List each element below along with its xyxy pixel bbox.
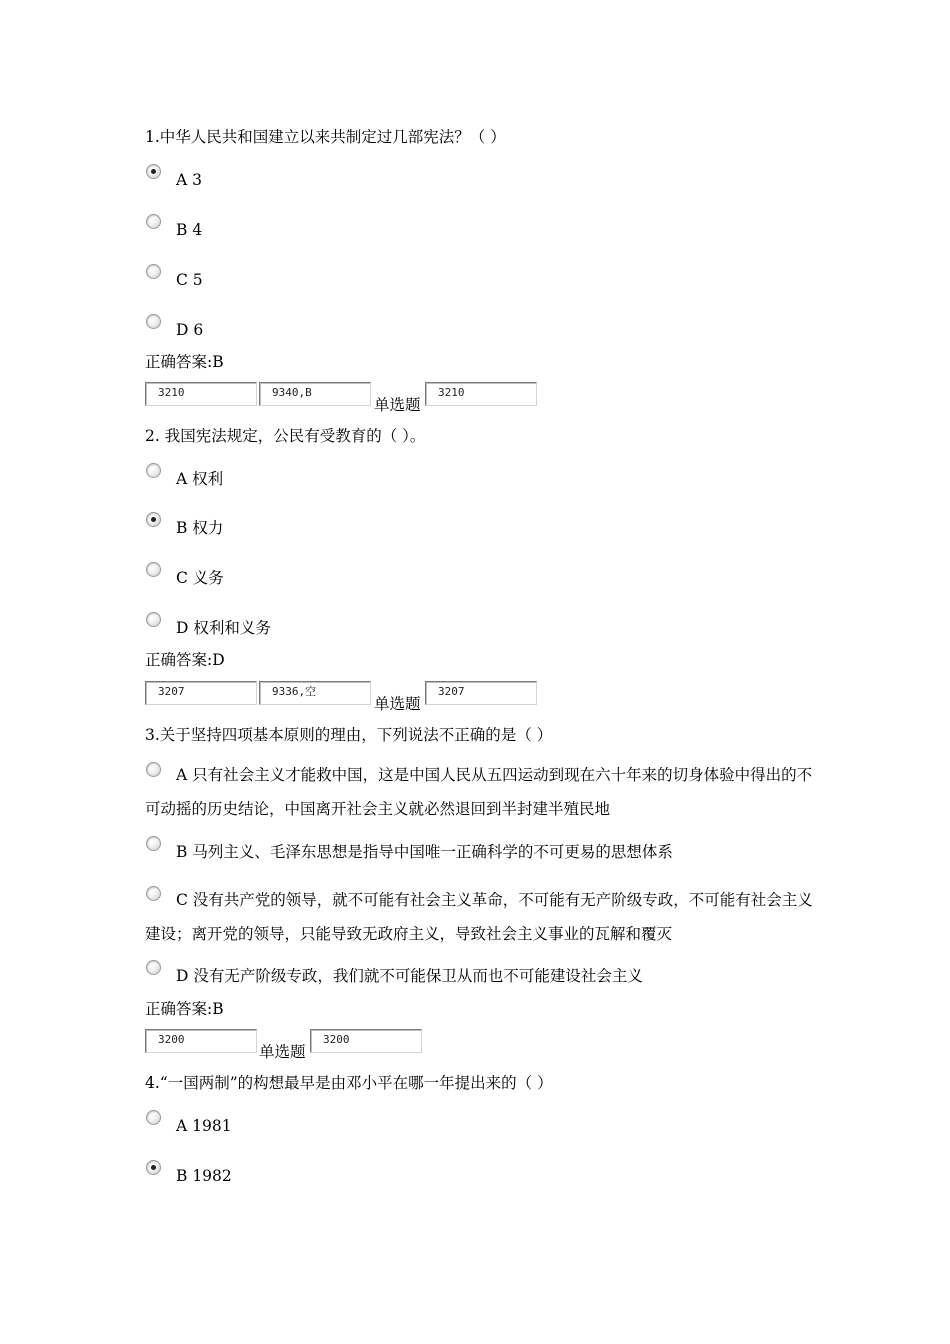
option-q3-d: D 没有无产阶级专政，我们就不可能保卫从而也不可能建设社会主义 <box>176 967 643 985</box>
radio-q2-c[interactable] <box>146 562 161 577</box>
radio-q1-c[interactable] <box>146 264 161 279</box>
id-field-after-q3[interactable]: 3200 <box>310 1029 422 1053</box>
option-q1-d: D 6 <box>176 321 204 339</box>
option-q1-b: B 4 <box>176 221 203 239</box>
radio-q3-d[interactable] <box>146 960 161 975</box>
radio-q1-a[interactable] <box>146 164 161 179</box>
radio-q3-b[interactable] <box>146 836 161 851</box>
radio-q2-a[interactable] <box>146 463 161 478</box>
option-q3-b: B 马列主义、毛泽东思想是指导中国唯一正确科学的不可更易的思想体系 <box>176 843 673 861</box>
id-field-q1[interactable]: 3210 <box>145 382 257 406</box>
option-q2-c: C 义务 <box>176 569 224 587</box>
question-4-title: 4.“一国两制”的构想最早是由邓小平在哪一年提出来的（ ） <box>145 1074 553 1092</box>
id-field-after-q1[interactable]: 3210 <box>425 382 537 406</box>
radio-q4-b[interactable] <box>146 1160 161 1175</box>
id-field-after-q2[interactable]: 3207 <box>425 681 537 705</box>
correct-answer-q1: 正确答案:B <box>145 353 224 371</box>
radio-q4-a[interactable] <box>146 1110 161 1125</box>
question-3-title: 3.关于坚持四项基本原则的理由，下列说法不正确的是（ ） <box>145 726 553 744</box>
option-q3-c: C 没有共产党的领导，就不可能有社会主义革命，不可能有无产阶级专政，不可能有社会主义建设；离开党的领导，只能导致无政府主义，导致社会主义事业的瓦解和覆灭 <box>145 891 813 943</box>
option-q1-c: C 5 <box>176 271 203 289</box>
option-q2-b: B 权力 <box>176 519 224 537</box>
radio-q2-d[interactable] <box>146 612 161 627</box>
option-q3-a: A 只有社会主义才能救中国，这是中国人民从五四运动到现在六十年来的切身体验中得出的不可动摇的历史结论，中国离开社会主义就必然退回到半封建半殖民地 <box>145 766 813 818</box>
code-field-q2[interactable]: 9336,空 <box>259 681 371 705</box>
option-q4-a: A 1981 <box>176 1117 232 1135</box>
radio-q2-b[interactable] <box>146 512 161 527</box>
question-2-title: 2. 我国宪法规定，公民有受教育的（ ）。 <box>145 427 426 445</box>
radio-q1-b[interactable] <box>146 214 161 229</box>
type-label-q2: 单选题 <box>374 695 421 713</box>
option-q2-a: A 权利 <box>176 470 224 488</box>
option-q4-b: B 1982 <box>176 1167 232 1185</box>
id-field-q3[interactable]: 3200 <box>145 1029 257 1053</box>
radio-q1-d[interactable] <box>146 314 161 329</box>
type-label-q3: 单选题 <box>259 1043 306 1061</box>
question-1-title: 1.中华人民共和国建立以来共制定过几部宪法？（ ） <box>145 128 506 146</box>
code-field-q1[interactable]: 9340,B <box>259 382 371 406</box>
id-field-q2[interactable]: 3207 <box>145 681 257 705</box>
option-q1-a: A 3 <box>176 171 202 189</box>
correct-answer-q2: 正确答案:D <box>145 651 225 669</box>
type-label-q1: 单选题 <box>374 396 421 414</box>
correct-answer-q3: 正确答案:B <box>145 1000 224 1018</box>
option-q2-d: D 权利和义务 <box>176 619 271 637</box>
